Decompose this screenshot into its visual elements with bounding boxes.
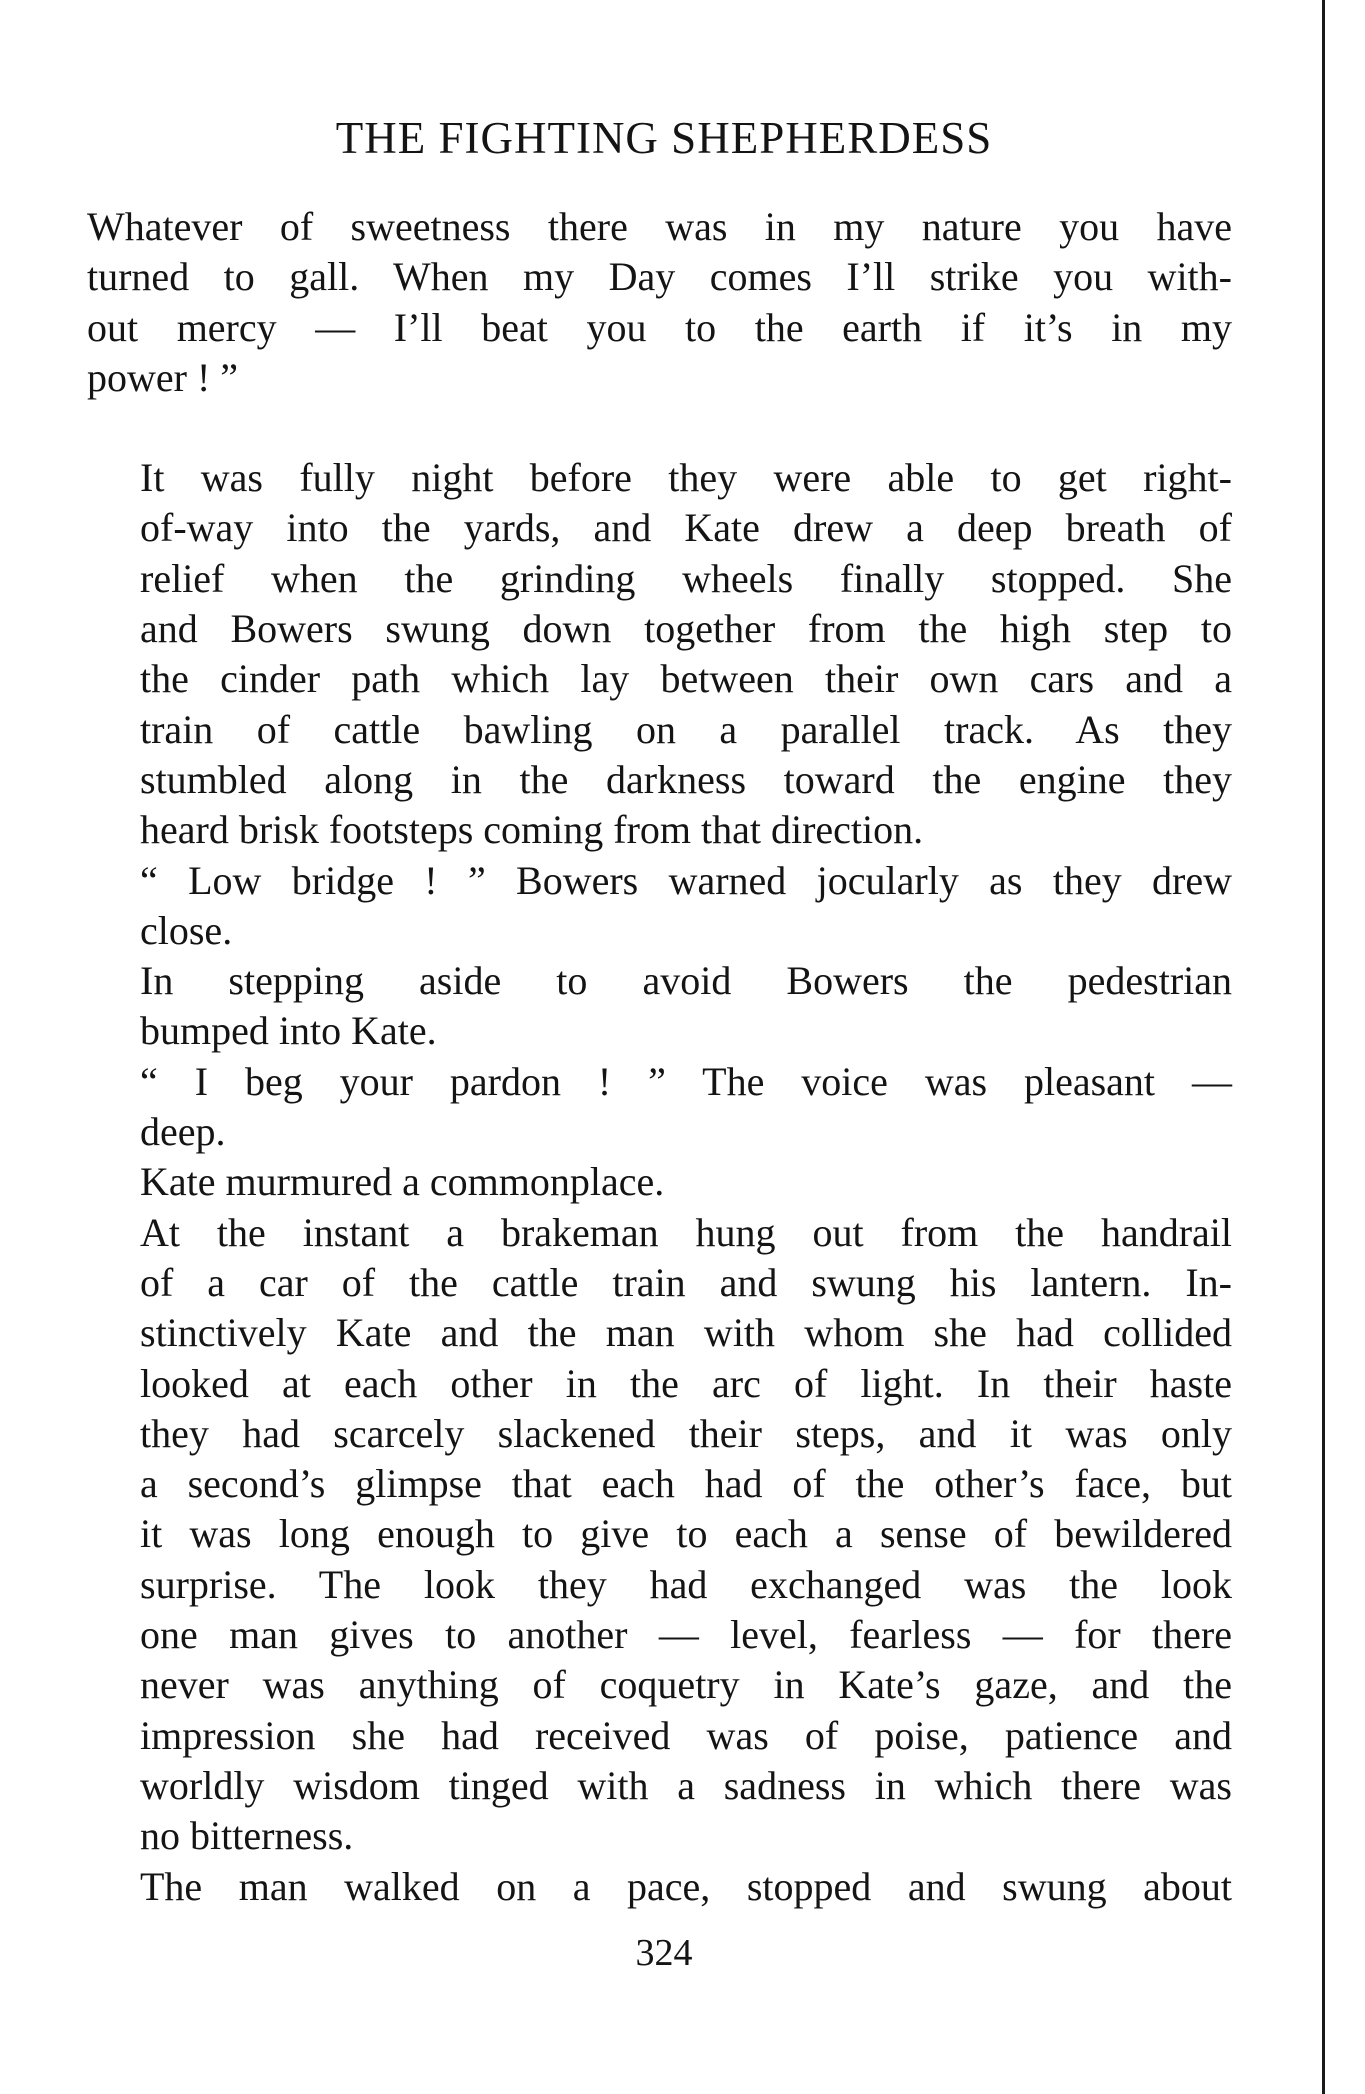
paragraph: [87, 1862, 1232, 1912]
text-line: worldly wisdom tinged with a sadness in which there was: [140, 1762, 1232, 1808]
paragraph: [87, 1208, 1232, 1862]
text-line: train of cattle bawling on a parallel track. As they: [140, 706, 1232, 752]
paragraph: [87, 956, 1232, 1057]
text-line: out mercy — I’ll beat you to the earth if it’s in my: [87, 304, 1232, 350]
text-line: In stepping aside to avoid Bowers the pedestrian: [140, 958, 1232, 1004]
text-line: turned to gall. When my Day comes I’ll strike you with-: [87, 254, 1232, 300]
text-line: and Bowers swung down together from the high step to: [140, 606, 1232, 652]
paragraph: [87, 202, 1232, 403]
page-edge-line: [1322, 0, 1325, 2094]
body-text: [87, 202, 1232, 1912]
paragraph: [87, 1157, 1232, 1207]
text-line: a second’s glimpse that each had of the other’s face, but: [140, 1461, 1232, 1507]
text-line: deep.: [140, 1109, 226, 1155]
text-line: stinctively Kate and the man with whom she had collided: [140, 1310, 1232, 1356]
text-line: no bitterness.: [140, 1813, 354, 1859]
text-line: bumped into Kate.: [140, 1008, 437, 1054]
text-line: one man gives to another — level, fearless — for there: [140, 1612, 1232, 1658]
paragraph-gap: [87, 403, 1232, 453]
text-line: At the instant a brakeman hung out from the handrail: [140, 1209, 1232, 1255]
text-line: Kate murmured a commonplace.: [140, 1159, 665, 1205]
text-line: never was anything of coquetry in Kate’s gaze, and the: [140, 1662, 1232, 1708]
text-line: of a car of the cattle train and swung his lantern. In-: [140, 1259, 1232, 1305]
paragraph: [87, 856, 1232, 957]
paragraph: [87, 453, 1232, 855]
text-line: they had scarcely slackened their steps, and it was only: [140, 1410, 1232, 1456]
text-line: heard brisk footsteps coming from that direction.: [140, 807, 924, 853]
text-line: power ! ”: [87, 354, 239, 400]
text-line: The man walked on a pace, stopped and swung about: [140, 1863, 1232, 1909]
text-line: Whatever of sweetness there was in my nature you have: [87, 204, 1232, 249]
text-line: surprise. The look they had exchanged was the look: [140, 1561, 1232, 1607]
text-line: it was long enough to give to each a sense of bewildered: [140, 1511, 1232, 1557]
text-line: looked at each other in the arc of light. In their haste: [140, 1360, 1232, 1406]
text-line: impression she had received was of poise, patience and: [140, 1712, 1232, 1758]
text-line: “ I beg your pardon ! ” The voice was pleasant —: [140, 1058, 1232, 1104]
page-number: 324: [635, 1932, 693, 1974]
text-line: the cinder path which lay between their own cars and a: [140, 656, 1232, 702]
text-line: close.: [140, 907, 233, 953]
paragraph: [87, 1057, 1232, 1158]
text-line: relief when the grinding wheels finally stopped. She: [140, 555, 1232, 601]
text-line: “ Low bridge ! ” Bowers warned jocularly as they drew: [140, 857, 1232, 903]
running-head: THE FIGHTING SHEPHERDESS: [335, 113, 993, 163]
text-line: stumbled along in the darkness toward the engine they: [140, 756, 1232, 802]
text-line: It was fully night before they were able to get right-: [140, 455, 1232, 501]
text-line: of-way into the yards, and Kate drew a deep breath of: [140, 505, 1232, 551]
